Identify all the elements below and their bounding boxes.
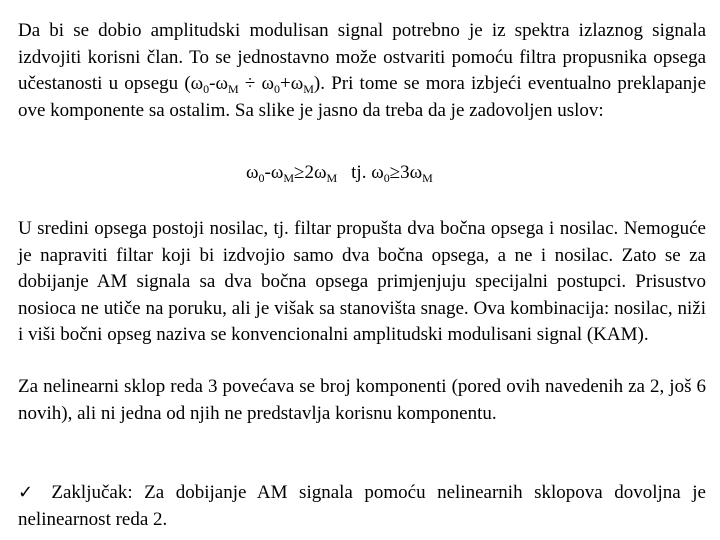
nonlinear-paragraph: Za nelinearni sklop reda 3 povećava se broj komponenti (pored ovih navedenih za 2, još 6 novih), ali ni jedna od njih ne predstavlja korisnu komponentu. <box>18 376 706 424</box>
subscript: 0 <box>383 171 390 185</box>
subscript: M <box>228 82 239 96</box>
subscript: M <box>283 171 295 185</box>
intro-text: ). Pri tome se mora izbjeći eventualno preklapanje ove komponente sa ostalim. Sa slike je jasno da treba da je zadovoljen uslov: <box>18 73 706 121</box>
subscript: 0 <box>274 82 281 96</box>
formula-part: ω <box>246 162 259 183</box>
conclusion-text: Zaključak: Za dobijanje AM signala pomoću nelinearnih sklopova dovoljna je nelinearnost reda 2. <box>18 482 706 530</box>
intro-text: +ω <box>280 73 304 94</box>
checkmark-icon: ✓ <box>18 482 40 503</box>
intro-text: Da bi se dobio amplitudski modulisan signal potrebno je iz spektra izlaznog signala izdvojiti korisni član. To se jednostavno može ostvariti pomoću filtra propusnika opsega učestanosti u opsegu (ω <box>18 20 706 94</box>
intro-paragraph <box>18 18 706 124</box>
formula-part: ≥3ω <box>389 162 423 183</box>
intro-text: -ω <box>209 73 229 94</box>
formula-part: tj. ω <box>351 162 384 183</box>
subscript: M <box>326 171 338 185</box>
conclusion-paragraph <box>18 480 706 533</box>
subscript: M <box>422 171 433 185</box>
subscript: 0 <box>203 82 210 96</box>
formula-part: -ω <box>264 162 284 183</box>
carrier-paragraph: U sredini opsega postoji nosilac, tj. filtar propušta dva bočna opsega i nosilac. Nemoguće je napraviti filtar koji bi izdvojio samo dva bočna opsega, a ne i nosilac. Zato se za dobijanje AM signala sa dva bočna opsega primjenjuju specijalni postupci. Prisustvo nosioca ne utiče na poruku, ali je višak sa stanovišta snage. Ova kombinacija: nosilac, niži i viši bočni opseg naziva se konvencionalni amplitudski modulisani signal (KAM). <box>18 218 706 345</box>
condition-formula <box>246 160 433 186</box>
formula-part: ≥2ω <box>294 162 327 183</box>
intro-text: ÷ ω <box>238 73 275 94</box>
subscript: 0 <box>258 171 265 185</box>
subscript: M <box>303 82 314 96</box>
